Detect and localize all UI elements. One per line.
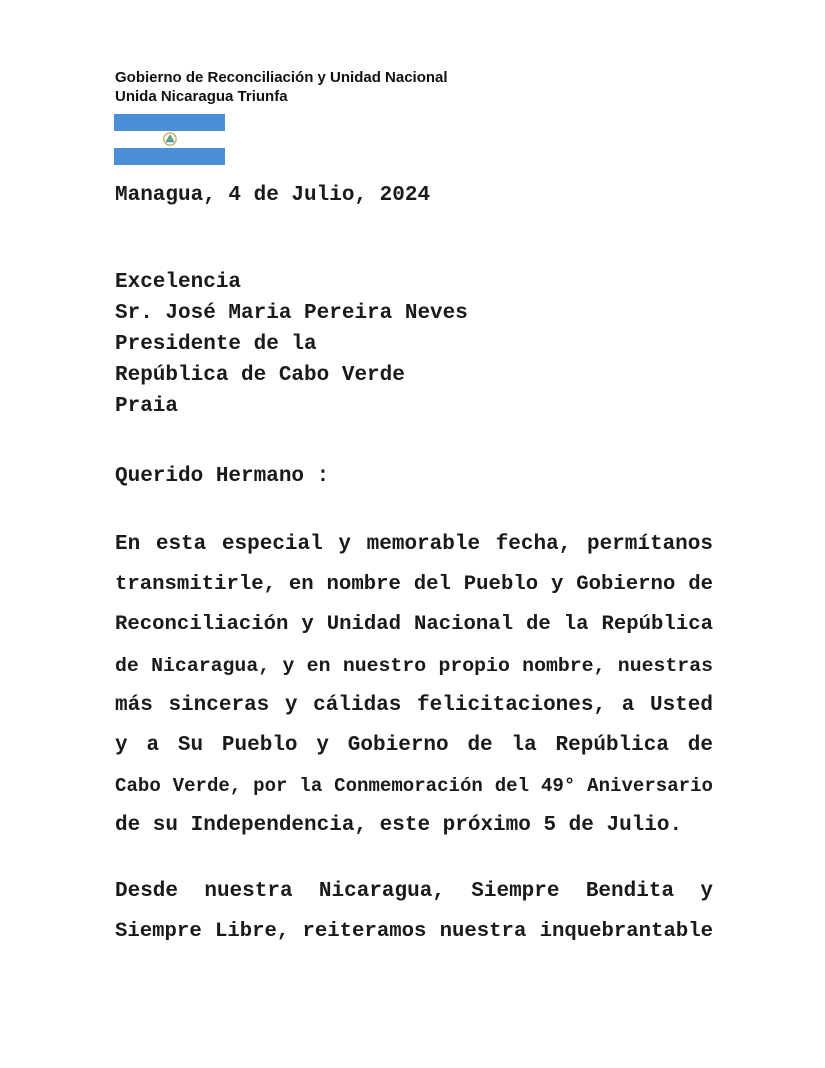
nicaragua-flag-icon (114, 114, 225, 165)
paragraph-line: Desde nuestra Nicaragua, Siempre Bendita y (115, 880, 713, 903)
flag-band-bottom (114, 148, 225, 165)
coat-of-arms-icon (163, 132, 177, 146)
letterhead (115, 68, 448, 106)
salutation: Querido Hermano : (115, 465, 330, 488)
paragraph-line: transmitirle, en nombre del Pueblo y Gobierno de (115, 573, 713, 597)
paragraph-line: Siempre Libre, reiteramos nuestra inquebrantable (115, 920, 713, 944)
recipient-line: Presidente de la (115, 333, 317, 356)
paragraph-line: En esta especial y memorable fecha, permítanos (115, 533, 713, 556)
recipient-line: Excelencia (115, 271, 242, 294)
paragraph-line: Reconciliación y Unidad Nacional de la República (115, 613, 713, 637)
recipient-line: República de Cabo Verde (115, 364, 405, 387)
body-paragraph-1 (115, 525, 713, 847)
recipient-line: Praia (115, 395, 179, 418)
paragraph-line: de su Independencia, este próximo 5 de Julio. (115, 814, 683, 838)
recipient-block (115, 267, 468, 422)
paragraph-line: y a Su Pueblo y Gobierno de la República de (115, 734, 713, 758)
recipient-line: Sr. José Maria Pereira Neves (115, 302, 468, 325)
body-paragraph-2 (115, 872, 713, 952)
letterhead-line-2: Unida Nicaragua Triunfa (115, 88, 288, 105)
paragraph-line: Cabo Verde, por la Conmemoración del 49° Aniversario (115, 775, 713, 798)
paragraph-line: más sinceras y cálidas felicitaciones, a Usted (115, 693, 713, 717)
letterhead-line-1: Gobierno de Reconciliación y Unidad Nacional (115, 69, 448, 86)
paragraph-line: de Nicaragua, y en nuestro propio nombre, nuestras (115, 653, 713, 677)
letter-date: Managua, 4 de Julio, 2024 (115, 184, 431, 207)
flag-band-top (114, 114, 225, 131)
